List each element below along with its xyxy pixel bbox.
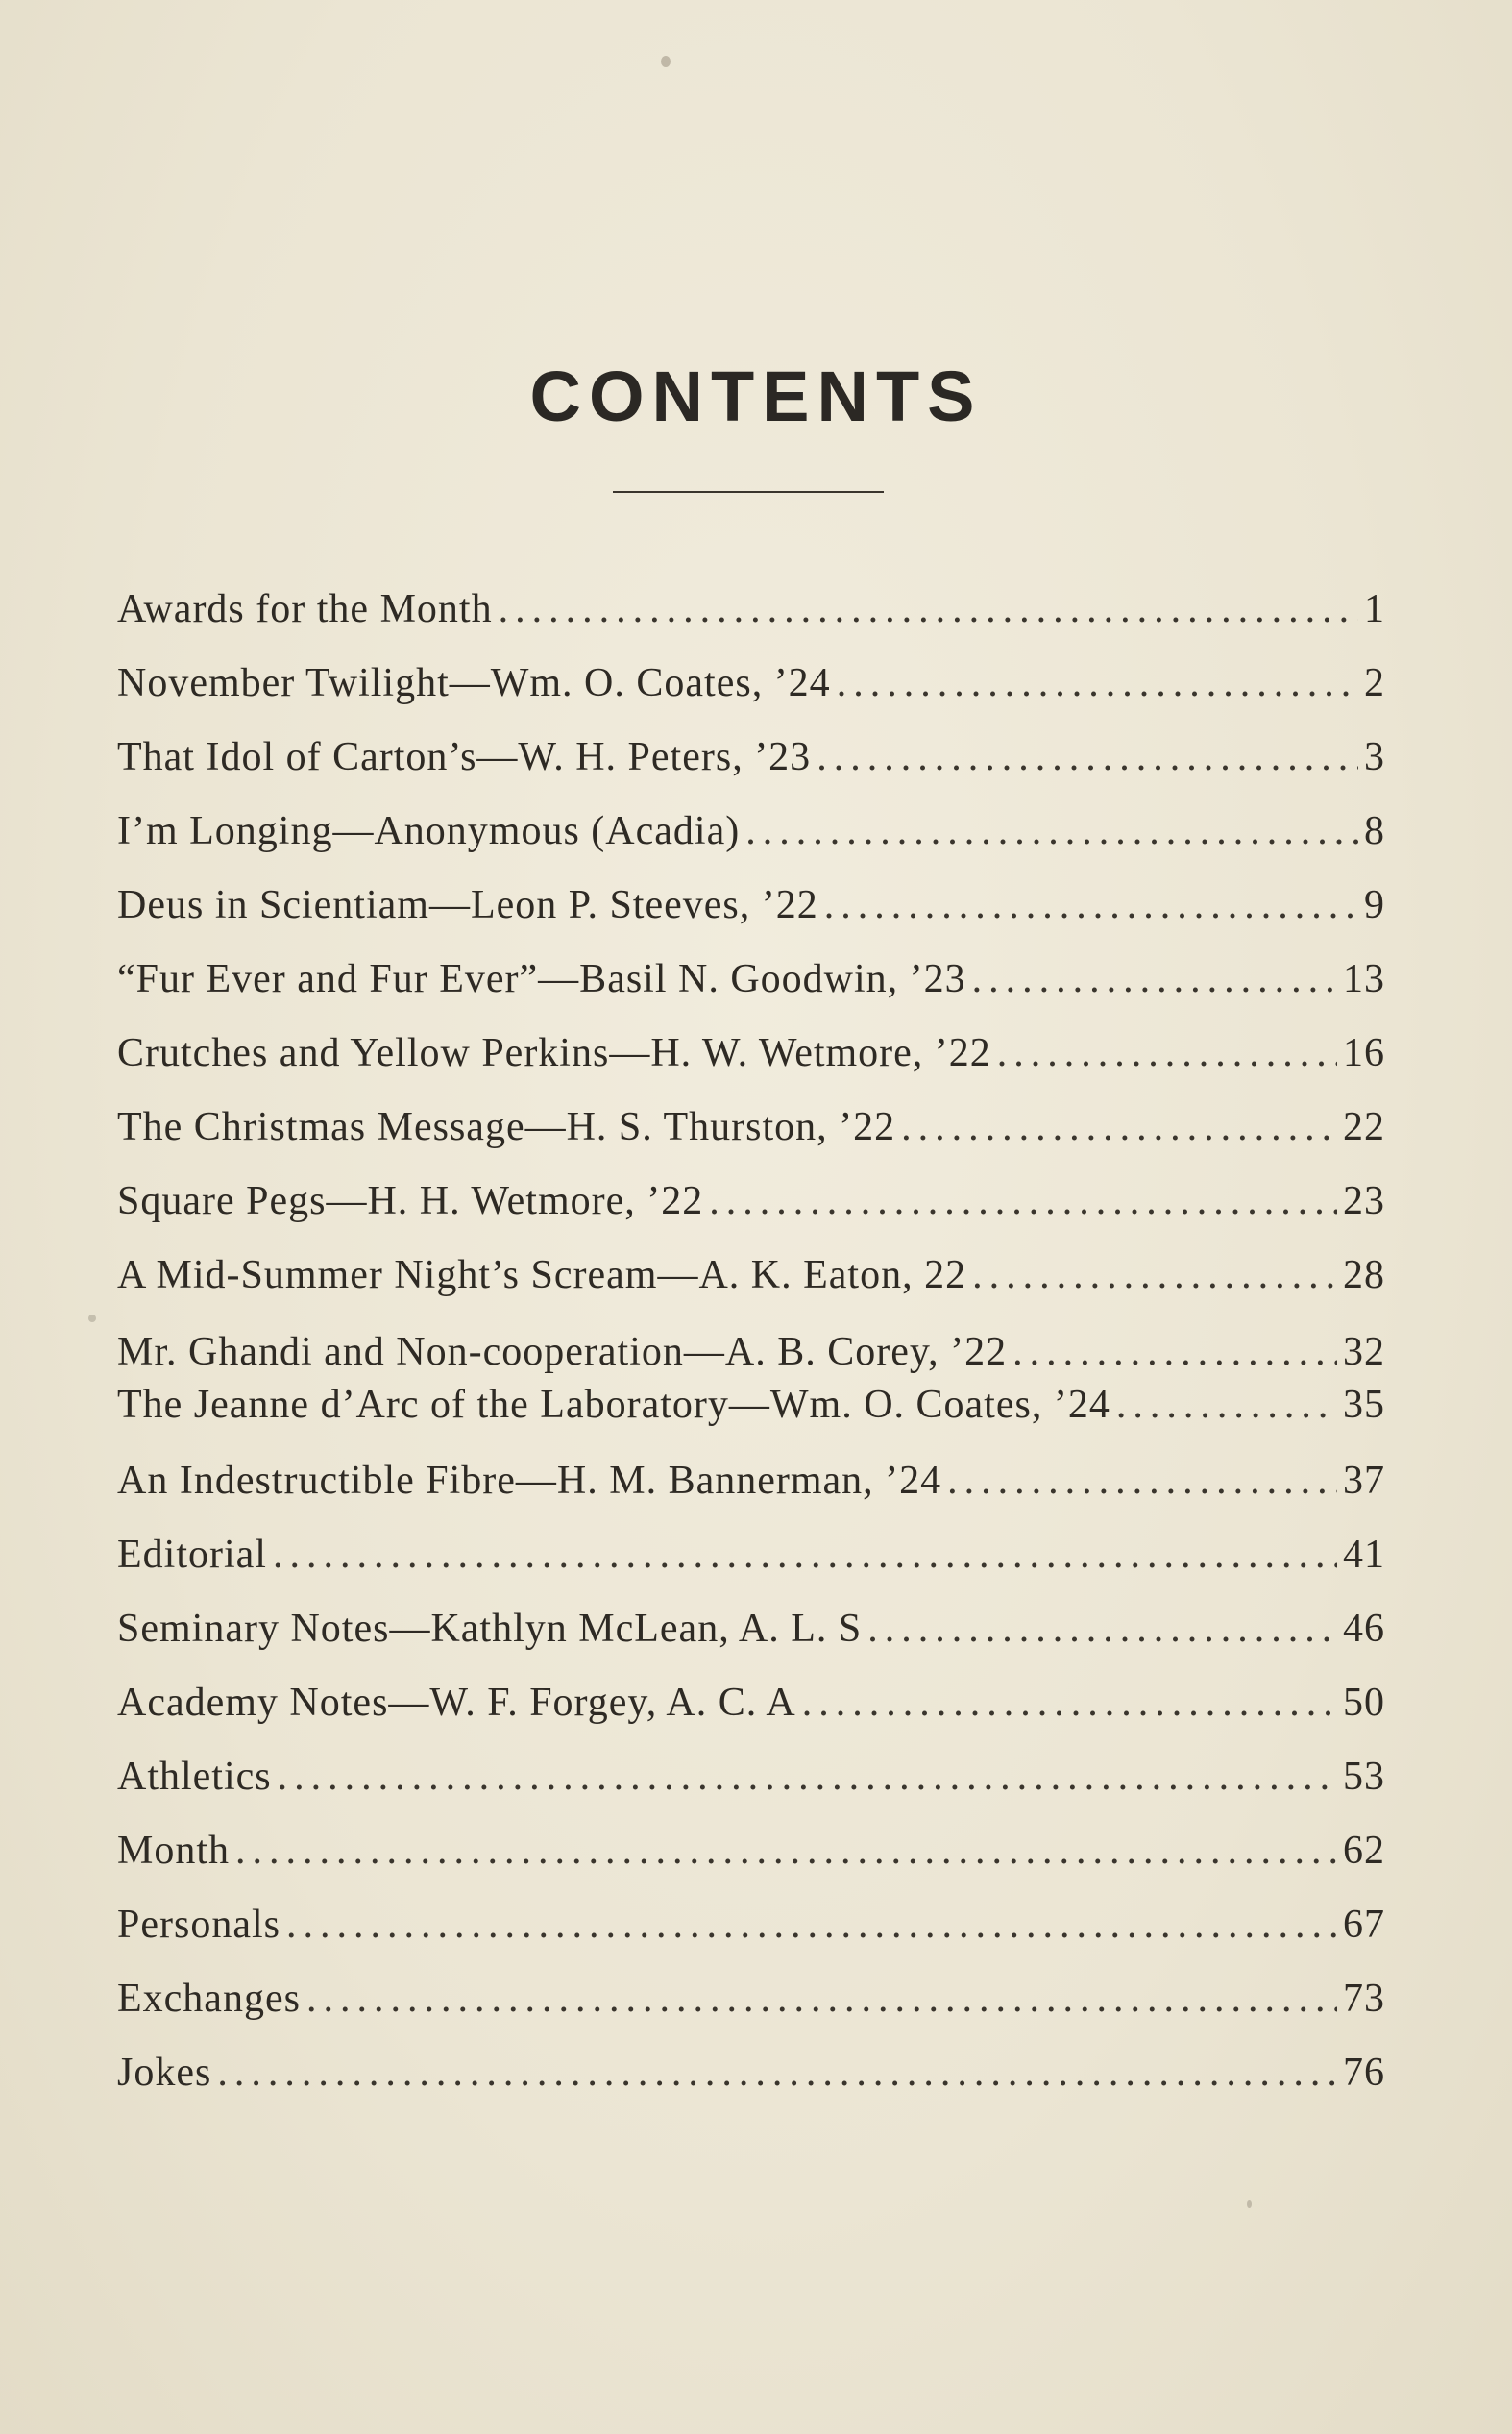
toc-page-number: 53 bbox=[1343, 1755, 1385, 1799]
toc-entry bbox=[117, 660, 1385, 718]
dot-leader bbox=[273, 1532, 1337, 1578]
toc-entry bbox=[117, 2050, 1385, 2107]
toc-entry-title: Athletics bbox=[117, 1755, 272, 1799]
toc-entry bbox=[117, 1606, 1385, 1663]
toc-entry-title: Crutches and Yellow Perkins—H. W. Wetmore, ’22 bbox=[117, 1031, 991, 1075]
toc-page-number: 67 bbox=[1343, 1903, 1385, 1947]
toc-page-number: 46 bbox=[1343, 1607, 1385, 1651]
dot-leader bbox=[217, 2050, 1337, 2096]
toc-entry-title: Seminary Notes—Kathlyn McLean, A. L. S bbox=[117, 1607, 863, 1651]
toc-page-number: 3 bbox=[1364, 735, 1385, 779]
toc-page-number: 22 bbox=[1343, 1105, 1385, 1149]
toc-page-number: 2 bbox=[1364, 661, 1385, 705]
toc-entry bbox=[117, 1902, 1385, 1959]
toc-entry-title: “Fur Ever and Fur Ever”—Basil N. Goodwin, ’23 bbox=[117, 957, 966, 1001]
toc-entry-title: Mr. Ghandi and Non-cooperation—A. B. Corey, ’22 bbox=[117, 1330, 1008, 1374]
toc-entry bbox=[117, 1458, 1385, 1515]
toc-entry bbox=[117, 956, 1385, 1014]
toc-page-number: 50 bbox=[1343, 1681, 1385, 1725]
toc-page-number: 23 bbox=[1343, 1179, 1385, 1223]
toc-entry-title: That Idol of Carton’s—W. H. Peters, ’23 bbox=[117, 735, 812, 779]
toc-entry bbox=[117, 1828, 1385, 1885]
toc-entry bbox=[117, 1754, 1385, 1811]
title-divider bbox=[613, 491, 884, 493]
toc-entry bbox=[117, 1252, 1385, 1310]
toc-entry bbox=[117, 734, 1385, 792]
toc-page-number: 16 bbox=[1343, 1031, 1385, 1075]
dot-leader bbox=[817, 734, 1358, 780]
dot-leader bbox=[901, 1104, 1337, 1150]
dot-leader bbox=[972, 1252, 1337, 1298]
paper-speck bbox=[1247, 2200, 1252, 2208]
toc-entry-title: Exchanges bbox=[117, 1977, 301, 2021]
dot-leader bbox=[235, 1828, 1337, 1874]
toc-entry-title: The Jeanne d’Arc of the Laboratory—Wm. O. Coates, ’24 bbox=[117, 1383, 1110, 1427]
toc-entry bbox=[117, 1382, 1385, 1439]
toc-page-number: 13 bbox=[1343, 957, 1385, 1001]
toc-entry bbox=[117, 586, 1385, 644]
toc-entry bbox=[117, 1976, 1385, 2033]
dot-leader bbox=[499, 586, 1358, 632]
paper-speck bbox=[661, 56, 671, 67]
toc-entry-title: Editorial bbox=[117, 1533, 267, 1577]
toc-page-number: 28 bbox=[1343, 1253, 1385, 1297]
toc-entry-title: November Twilight—Wm. O. Coates, ’24 bbox=[117, 661, 831, 705]
toc-entry-title: I’m Longing—Anonymous (Acadia) bbox=[117, 809, 741, 853]
toc-entry bbox=[117, 1104, 1385, 1162]
paper-speck bbox=[88, 1315, 96, 1322]
toc-page-number: 37 bbox=[1343, 1459, 1385, 1503]
toc-entry-title: Personals bbox=[117, 1903, 280, 1947]
toc-entry-title: An Indestructible Fibre—H. M. Bannerman, ’24 bbox=[117, 1459, 942, 1503]
toc-entry bbox=[117, 1178, 1385, 1236]
toc-entry bbox=[117, 808, 1385, 866]
dot-leader bbox=[709, 1178, 1337, 1224]
toc-entry-title: The Christmas Message—H. S. Thurston, ’22 bbox=[117, 1105, 896, 1149]
toc-entry-title: Month bbox=[117, 1829, 231, 1873]
dot-leader bbox=[306, 1976, 1337, 2022]
dot-leader bbox=[802, 1680, 1337, 1726]
dot-leader bbox=[1116, 1382, 1337, 1428]
toc-entry-title: Square Pegs—H. H. Wetmore, ’22 bbox=[117, 1179, 704, 1223]
page-title: CONTENTS bbox=[529, 356, 983, 436]
toc-entry bbox=[117, 1329, 1385, 1387]
toc-entry bbox=[117, 882, 1385, 940]
toc-page-number: 1 bbox=[1364, 587, 1385, 631]
dot-leader bbox=[972, 956, 1337, 1002]
dot-leader bbox=[745, 808, 1358, 854]
toc-entry-title: A Mid-Summer Night’s Scream—A. K. Eaton, 22 bbox=[117, 1253, 967, 1297]
dot-leader bbox=[286, 1902, 1337, 1948]
dot-leader bbox=[997, 1030, 1337, 1076]
dot-leader bbox=[837, 660, 1358, 706]
toc-page-number: 41 bbox=[1343, 1533, 1385, 1577]
toc-entry bbox=[117, 1532, 1385, 1589]
toc-entry-title: Academy Notes—W. F. Forgey, A. C. A bbox=[117, 1681, 796, 1725]
dot-leader bbox=[867, 1606, 1337, 1652]
dot-leader bbox=[947, 1458, 1337, 1504]
toc-page-number: 9 bbox=[1364, 883, 1385, 927]
toc-page-number: 76 bbox=[1343, 2051, 1385, 2095]
toc-entry bbox=[117, 1680, 1385, 1737]
dot-leader bbox=[824, 882, 1358, 928]
toc-entry-title: Deus in Scientiam—Leon P. Steeves, ’22 bbox=[117, 883, 818, 927]
toc-entry-title: Awards for the Month bbox=[117, 587, 493, 631]
toc-page-number: 62 bbox=[1343, 1829, 1385, 1873]
toc-page-number: 32 bbox=[1343, 1330, 1385, 1374]
toc-page-number: 73 bbox=[1343, 1977, 1385, 2021]
toc-entry-title: Jokes bbox=[117, 2051, 212, 2095]
dot-leader bbox=[1012, 1329, 1337, 1375]
toc-page-number: 8 bbox=[1364, 809, 1385, 853]
toc-entry bbox=[117, 1030, 1385, 1088]
toc-page-number: 35 bbox=[1343, 1383, 1385, 1427]
dot-leader bbox=[278, 1754, 1337, 1800]
